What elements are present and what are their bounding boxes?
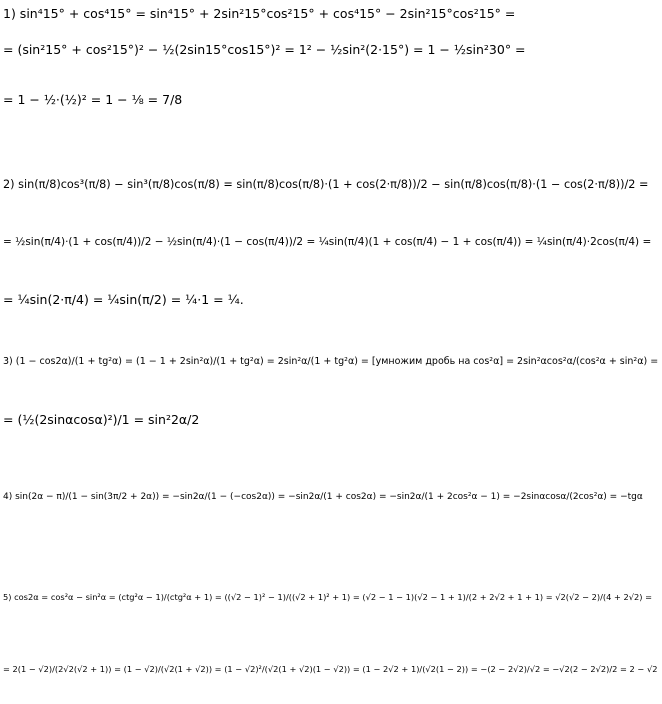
problem-1-line-1: 1) sin⁴15° + cos⁴15° = sin⁴15° + 2sin²15°cos²15° + cos⁴15° − 2sin²15°cos²15° =	[3, 6, 516, 21]
problem-3-line-2: = (½(2sinαcosα)²)/1 = sin²2α/2	[3, 412, 200, 427]
problem-2-line-1: 2) sin(π/8)cos³(π/8) − sin³(π/8)cos(π/8) = sin(π/8)cos(π/8)·(1 + cos(2·π/8))/2 − sin(π/8)cos(π/8)·(1 − cos(2·π/8))/2 =	[3, 178, 649, 191]
problem-1-line-3: = 1 − ½·(½)² = 1 − ⅛ = 7/8	[3, 92, 183, 107]
problem-5-line-2: = 2(1 − √2)/(2√2(√2 + 1)) = (1 − √2)/(√2(1 + √2)) = (1 − √2)²/(√2(1 + √2)(1 − √2)) = (1 − 2√2 + 1)/(√2(1 − 2)) = −(2 − 2√2)/√2 = −√2(2 − 2√2)/2 = 2 − √2	[3, 664, 658, 674]
problem-1-line-2: = (sin²15° + cos²15°)² − ½(2sin15°cos15°)² = 1² − ½sin²(2·15°) = 1 − ½sin²30° =	[3, 42, 526, 57]
problem-3-line-1: 3) (1 − cos2α)/(1 + tg²α) = (1 − 1 + 2sin²α)/(1 + tg²α) = 2sin²α/(1 + tg²α) = [умножим дробь на cos²α] = 2sin²αcos²α/(cos²α + sin²α) =	[3, 356, 659, 367]
problem-4-line-1: 4) sin(2α − π)/(1 − sin(3π/2 + 2α)) = −sin2α/(1 − (−cos2α)) = −sin2α/(1 + cos2α) = −sin2α/(1 + 2cos²α − 1) = −2sinαcosα/(2cos²α) = −tgα	[3, 492, 643, 502]
problem-2-line-3: = ¼sin(2·π/4) = ¼sin(π/2) = ¼·1 = ¼.	[3, 292, 244, 307]
problem-2-line-2: = ½sin(π/4)·(1 + cos(π/4))/2 − ½sin(π/4)·(1 − cos(π/4))/2 = ¼sin(π/4)(1 + cos(π/4) − 1 + cos(π/4)) = ¼sin(π/4)·2cos(π/4) =	[3, 236, 652, 248]
problem-5-line-1: 5) cos2α = cos²α − sin²α = (ctg²α − 1)/(ctg²α + 1) = ((√2 − 1)² − 1)/((√2 + 1)² + 1) = (√2 − 1 − 1)(√2 − 1 + 1)/(2 + 2√2 + 1 + 1) = √2(√2 − 2)/(4 + 2√2) =	[3, 592, 653, 602]
